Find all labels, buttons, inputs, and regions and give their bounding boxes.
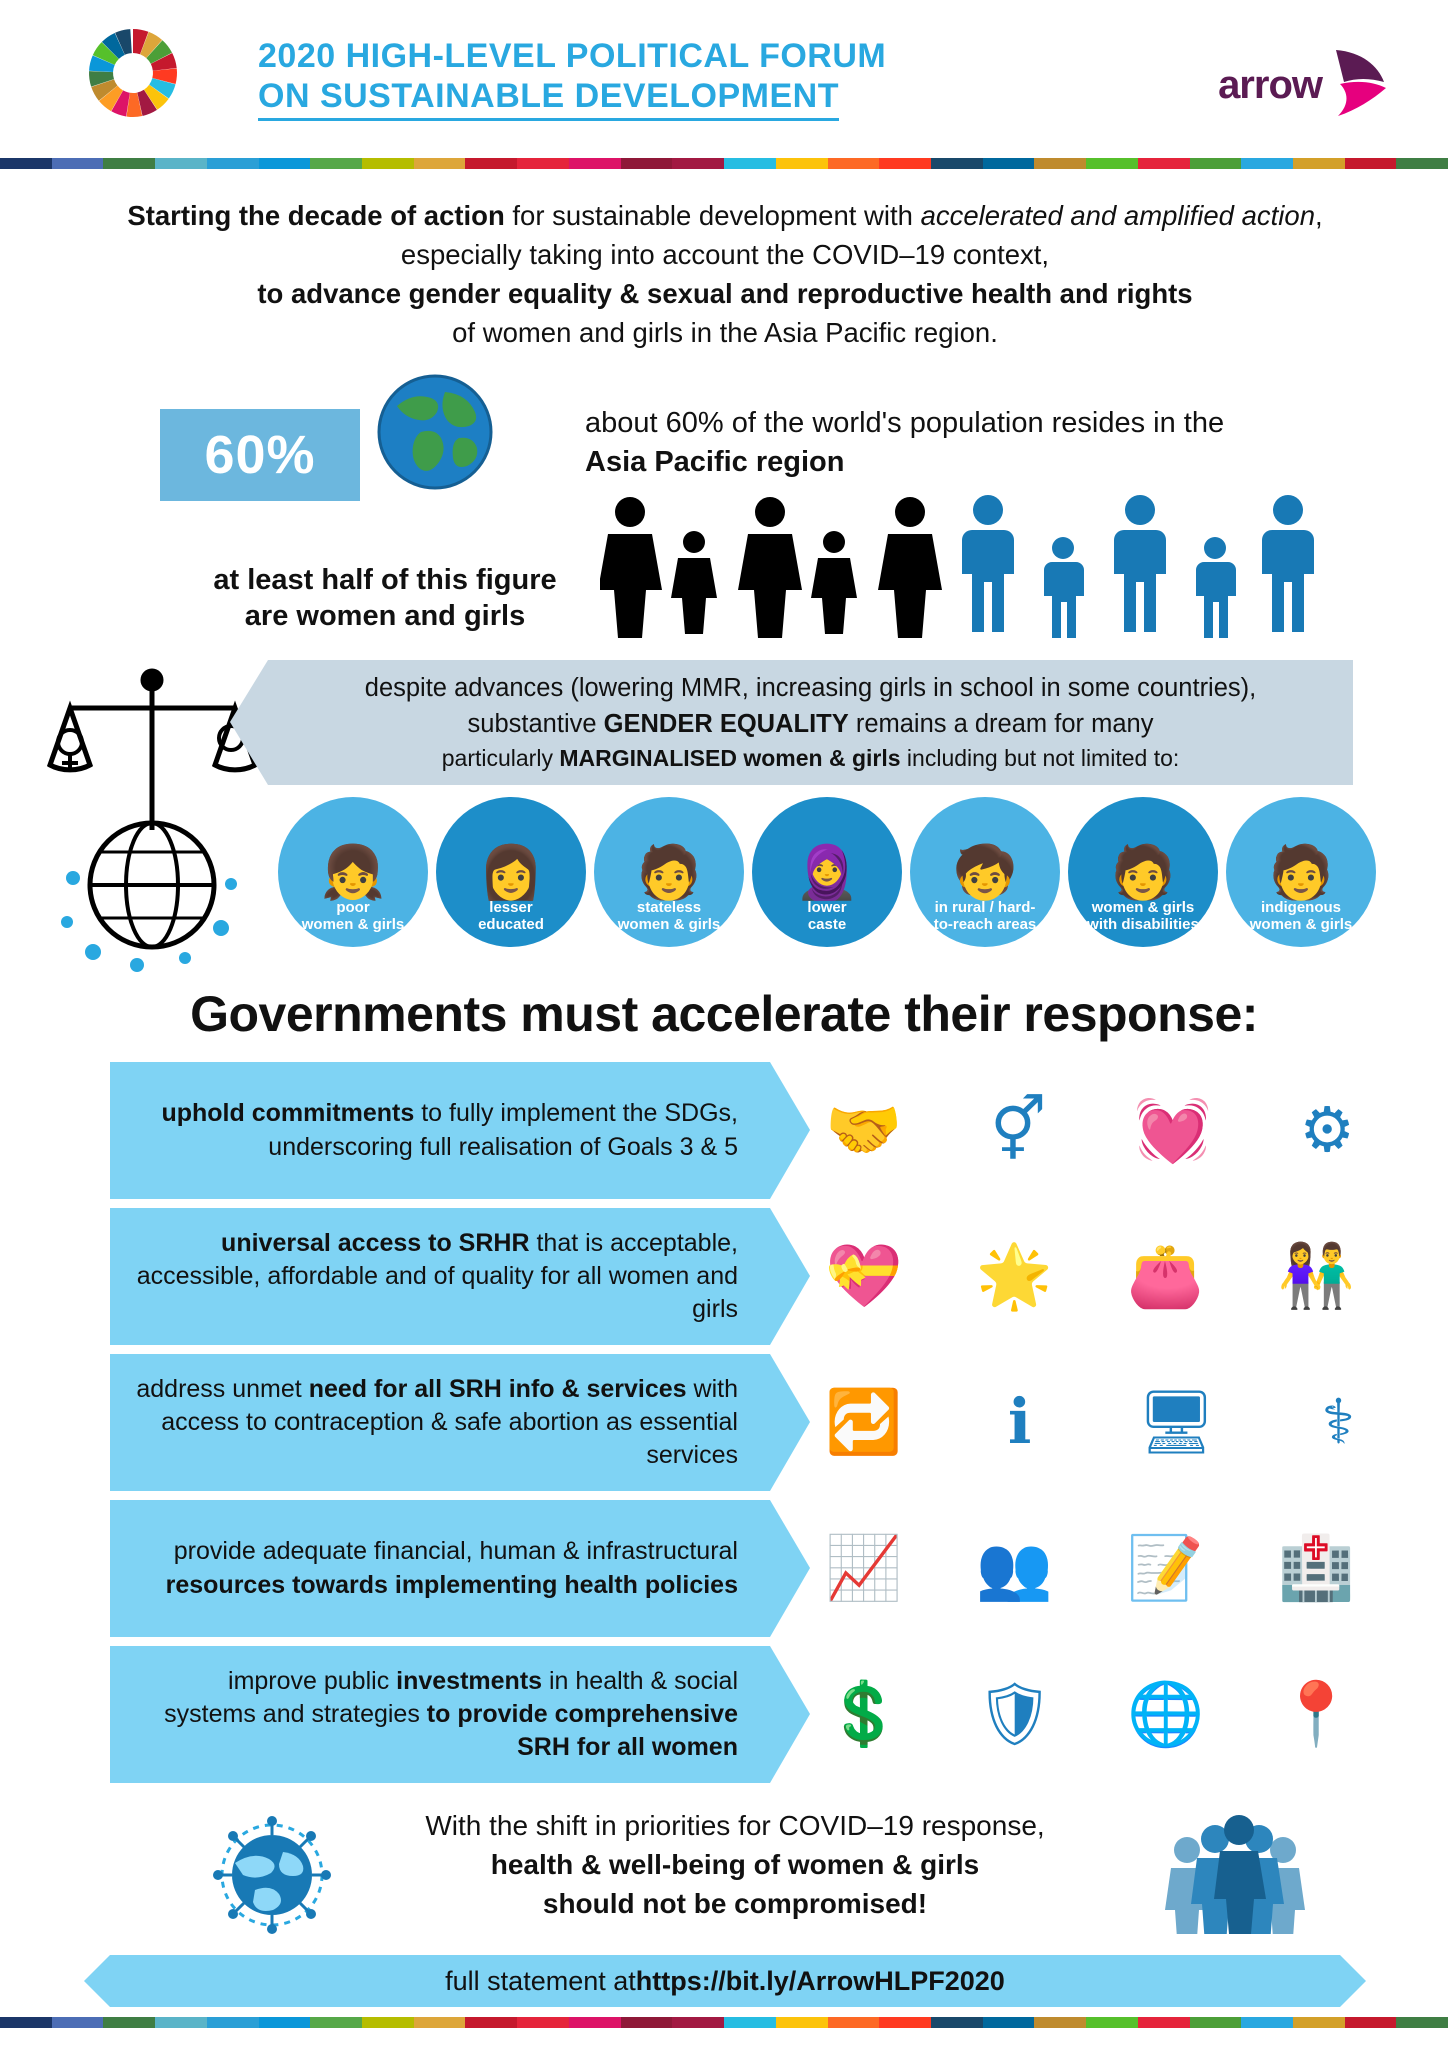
banner-line2-a: substantive (467, 710, 604, 739)
strip-segment (569, 158, 621, 169)
strip-segment (414, 158, 466, 169)
action-text-bold: resources towards implementing health policies (165, 1570, 738, 1599)
strip-segment (1086, 2017, 1138, 2028)
strip-segment (0, 158, 52, 169)
people-group-icon (1163, 1814, 1313, 1934)
strip-segment (983, 158, 1035, 169)
half-figure-line2: are women and girls (244, 600, 526, 633)
strip-segment (1190, 2017, 1242, 2028)
banner-line-2 (468, 706, 1154, 742)
strip-segment (1138, 158, 1190, 169)
strip-segment (1396, 2017, 1448, 2028)
intro-italic-1: accelerated and amplified action (920, 200, 1315, 231)
marginalised-group-3 (594, 797, 744, 947)
strip-segment (465, 2017, 517, 2028)
banner-line2-c: remains a dream for many (848, 710, 1154, 739)
person-silhouette-icon: 👧 (320, 843, 386, 902)
strip-segment (931, 2017, 983, 2028)
action-text (130, 1646, 750, 1783)
strip-segment (1396, 158, 1448, 169)
strip-segment (310, 158, 362, 169)
header (0, 0, 1448, 150)
strip-segment (414, 2017, 466, 2028)
action-text (130, 1500, 750, 1637)
marginalised-group-1 (278, 797, 428, 947)
action-text-plain-2: to fully implement the SDGs, underscoring full realisation of Goals 3 & 5 (268, 1099, 738, 1161)
intro-bold-2: to advance gender equality & sexual and reproductive health and rights (257, 278, 1193, 310)
covid-line-3: should not be compromised! (542, 1888, 928, 1920)
action-text-bold: need for all SRH info & services (308, 1374, 687, 1403)
page-title-line2: ON SUSTAINABLE DEVELOPMENT (258, 76, 839, 121)
strip-segment (517, 158, 569, 169)
action-list (110, 1062, 1355, 1792)
percent-description (585, 404, 1225, 482)
strip-segment (879, 2017, 931, 2028)
marginalised-group-label: indigenous women & girls (1249, 898, 1353, 933)
action-icon-group (825, 1354, 1355, 1491)
arrow-logo-text: arrow (1218, 63, 1322, 107)
color-strip-bottom (0, 2017, 1448, 2028)
strip-segment (569, 2017, 621, 2028)
covid-text (370, 1806, 1100, 1924)
arrow-logo-mark (1326, 48, 1388, 123)
strip-segment (207, 2017, 259, 2028)
strip-segment (207, 158, 259, 169)
page-title-line1: 2020 HIGH-LEVEL POLITICAL FORUM (258, 37, 887, 75)
person-star-icon: 🌟 (975, 1241, 1054, 1311)
hand-heart-icon: 💝 (825, 1241, 903, 1311)
marginalised-groups (278, 797, 1373, 947)
percent-description-plain: about 60% of the world's population resides in the (585, 407, 1225, 439)
action-text-plain: improve public (228, 1666, 397, 1695)
action-text (130, 1354, 750, 1491)
action-text (130, 1062, 750, 1199)
banner-line2-b: GENDER EQUALITY (603, 710, 849, 739)
strip-segment (155, 2017, 207, 2028)
marginalised-group-5 (910, 797, 1060, 947)
action-row-4 (110, 1500, 1355, 1637)
action-icon-group (825, 1208, 1355, 1345)
people-cycle-icon: 🔁 (825, 1387, 903, 1457)
gender-equality-banner (268, 660, 1353, 785)
globe-grid-icon: 🌐 (1127, 1679, 1205, 1749)
intro-text-1: for sustainable development with (504, 200, 921, 231)
action-row-1 (110, 1062, 1355, 1199)
arrow-logo[interactable] (1218, 48, 1388, 123)
strip-segment (1138, 2017, 1190, 2028)
strip-segment (776, 2017, 828, 2028)
strip-segment (1345, 158, 1397, 169)
marginalised-group-6 (1068, 797, 1218, 947)
mother-child-icon: 👫 (1277, 1241, 1355, 1311)
covid-globe-icon (205, 1808, 340, 1943)
action-text-bold: investments (396, 1666, 543, 1695)
strip-segment (362, 2017, 414, 2028)
person-silhouette-icon: 🧑 (1268, 843, 1334, 902)
footer-url[interactable]: https://bit.ly/ArrowHLPF2020 (635, 1965, 1005, 1996)
strip-segment (776, 158, 828, 169)
marginalised-group-label: lower caste (807, 898, 847, 933)
strip-segment (1293, 2017, 1345, 2028)
strip-segment (828, 2017, 880, 2028)
nurse-cap-icon: ⚕ (1321, 1387, 1355, 1457)
action-icon-group (825, 1500, 1355, 1637)
page-title (258, 36, 958, 121)
footer-bar[interactable] (110, 1955, 1340, 2007)
action-text-plain-2: that is acceptable, accessible, affordable and of quality for all women and girls (136, 1228, 738, 1324)
strip-segment (1190, 158, 1242, 169)
strip-segment (931, 158, 983, 169)
heartbeat-icon: 💓 (1134, 1095, 1212, 1165)
action-row-3 (110, 1354, 1355, 1491)
monitor-shield-check-icon: 🖥 (1137, 1387, 1216, 1457)
governments-heading: Governments must accelerate their response: (190, 986, 1258, 1042)
strip-segment (1034, 2017, 1086, 2028)
gender-symbols-icon: ⚥ (990, 1095, 1047, 1165)
action-text-bold: uphold commitments (161, 1099, 415, 1128)
action-text-bold-2: to provide comprehensive SRH for all women (426, 1699, 738, 1762)
scales-of-justice-icon (45, 660, 260, 990)
marginalised-group-4 (752, 797, 902, 947)
growth-chart-icon: 📈 (825, 1533, 903, 1603)
information-icon: ℹ (1007, 1387, 1032, 1457)
person-silhouette-icon: 👩 (478, 843, 544, 902)
action-text-plain: provide adequate financial, human & infrastructural (173, 1537, 738, 1566)
strip-segment (621, 158, 673, 169)
action-text-plain-2: with access to contraception & safe abortion as essential services (161, 1374, 738, 1470)
marginalised-group-label: in rural / hard- to-reach areas (933, 898, 1037, 933)
intro-bold-1: Starting the decade of action (127, 200, 505, 231)
group-people-icon: 👥 (975, 1533, 1054, 1603)
strip-segment (517, 2017, 569, 2028)
action-text-bold: universal access to SRHR (221, 1228, 530, 1257)
half-figure-note (150, 562, 620, 635)
strip-segment (1241, 2017, 1293, 2028)
sdg-wheel-icon (78, 18, 188, 128)
intro-text-3: of women and girls in the Asia Pacific region. (452, 317, 998, 349)
half-figure-line1: at least half of this figure (213, 564, 557, 596)
strip-segment (155, 158, 207, 169)
strip-segment (724, 158, 776, 169)
strip-segment (1086, 158, 1138, 169)
marginalised-group-label: poor women & girls (301, 898, 405, 933)
strip-segment (52, 158, 104, 169)
globe-icon (375, 372, 495, 492)
banner-line3-c: including but not limited to: (900, 745, 1180, 772)
shield-cross-icon: 🛡 (975, 1679, 1055, 1749)
strip-segment (983, 2017, 1035, 2028)
strip-segment (259, 2017, 311, 2028)
strip-segment (879, 158, 931, 169)
handshake-icon: 🤝 (825, 1095, 903, 1165)
action-text (130, 1208, 750, 1345)
strip-segment (310, 2017, 362, 2028)
banner-line-3 (442, 742, 1180, 775)
strip-segment (621, 2017, 673, 2028)
strip-segment (1345, 2017, 1397, 2028)
document-pen-icon: 📝 (1126, 1533, 1205, 1603)
action-text-plain: address unmet (136, 1374, 309, 1403)
dollar-gears-icon: 💲 (825, 1679, 903, 1749)
strip-segment (1241, 158, 1293, 169)
strip-segment (465, 158, 517, 169)
person-silhouette-icon: 🧕 (794, 843, 860, 902)
strip-segment (103, 2017, 155, 2028)
action-text-plain-2: in health & social systems and strategies (164, 1666, 738, 1728)
person-silhouette-icon: 🧒 (952, 843, 1018, 902)
action-row-5 (110, 1646, 1355, 1783)
intro-paragraph (100, 196, 1350, 352)
marginalised-group-2 (436, 797, 586, 947)
banner-line-1: despite advances (lowering MMR, increasing girls in school in some countries), (364, 673, 1257, 702)
banner-line3-b: MARGINALISED women & girls (559, 745, 901, 772)
person-silhouette-icon: 🧑 (1110, 843, 1176, 902)
strip-segment (672, 2017, 724, 2028)
percent-description-bold: Asia Pacific region (585, 446, 845, 479)
action-icon-group (825, 1646, 1355, 1783)
strip-segment (724, 2017, 776, 2028)
people-pictogram-group (600, 488, 1340, 638)
footer-prefix: full statement at (445, 1965, 636, 1996)
wallet-icon: 👛 (1126, 1241, 1205, 1311)
person-silhouette-icon: 🧑 (636, 843, 702, 902)
marginalised-group-label: stateless women & girls (617, 898, 721, 933)
color-strip-top (0, 158, 1448, 169)
covid-line-2: health & well-being of women & girls (490, 1849, 980, 1881)
location-person-pin-icon: 📍 (1277, 1679, 1355, 1749)
action-icon-group (825, 1062, 1355, 1199)
strip-segment (103, 158, 155, 169)
strip-segment (1293, 158, 1345, 169)
covid-line-1: With the shift in priorities for COVID–19 response, (425, 1810, 1045, 1841)
strip-segment (0, 2017, 52, 2028)
marginalised-group-7 (1226, 797, 1376, 947)
strip-segment (362, 158, 414, 169)
marginalised-group-label: women & girls with disabilities (1087, 898, 1199, 933)
percent-badge: 60% (160, 409, 360, 501)
hospital-building-icon: 🏥 (1277, 1533, 1355, 1603)
strip-segment (259, 158, 311, 169)
strip-segment (828, 158, 880, 169)
banner-line3-a: particularly (441, 745, 560, 772)
strip-segment (1034, 158, 1086, 169)
action-row-2 (110, 1208, 1355, 1345)
marginalised-group-label: lesser educated (478, 898, 544, 933)
strip-segment (52, 2017, 104, 2028)
strip-segment (672, 158, 724, 169)
gear-flowchart-icon: ⚙ (1299, 1095, 1355, 1165)
covid-note (0, 1800, 1448, 1950)
intro-text-2: , especially taking into account the COVID–19 context, (400, 200, 1323, 271)
